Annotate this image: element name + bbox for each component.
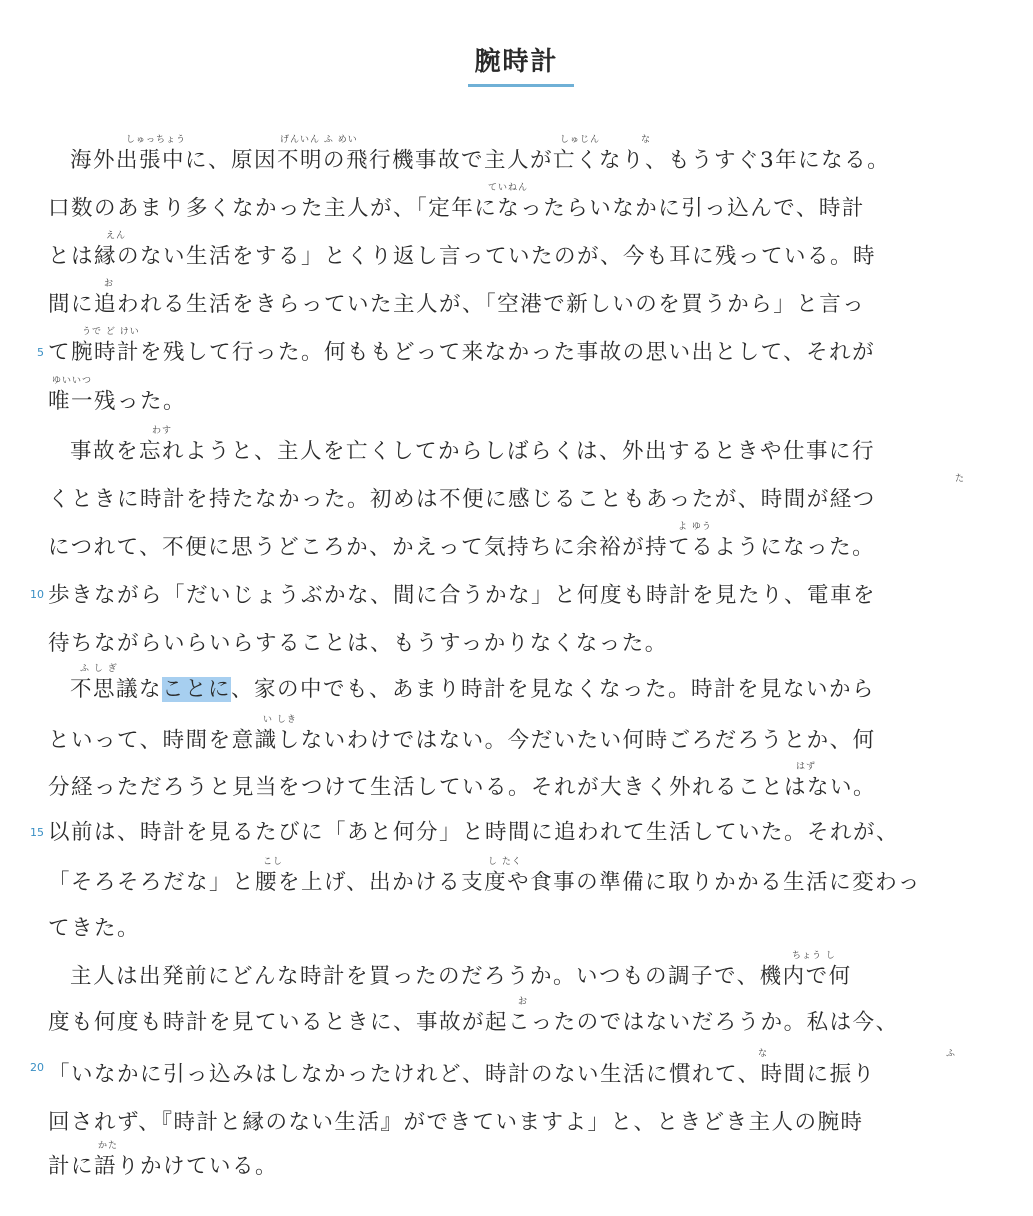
line-number: 15 — [30, 826, 44, 839]
text-line: 回されず、『時計と縁のない生活』ができていますよ」と、ときどき主人の腕時 — [48, 1110, 864, 1135]
furigana: ちょう し — [792, 951, 836, 961]
text-line: 待ちながらいらいらすることは、もうすっかりなくなった。 — [48, 631, 668, 656]
text-segment: 、家の中でも、あまり時計を見なくなった。時計を見ないから — [231, 677, 876, 702]
text-line: くときに時計を持たなかった。初めは不便に感じることもあったが、時間が経つ — [48, 487, 876, 512]
text-line: 口数のあまり多くなかった主人が、「定年になったらいなかに引っ込んで、時計 — [48, 196, 865, 221]
text-line: 以前は、時計を見るたびに「あと何分」と時間に追われて生活していた。それが、 — [48, 820, 900, 845]
furigana: よ ゆう — [678, 522, 712, 532]
furigana: うで ど けい — [82, 327, 140, 337]
furigana: ゆいいつ — [52, 376, 93, 386]
text-line: とは縁のない生活をする」とくり返し言っていたのが、今も耳に残っている。時 — [48, 244, 877, 269]
text-line: といって、時間を意識しないわけではない。今だいたい何時ごろだろうとか、何 — [48, 728, 876, 753]
text-line: 分経っただろうと見当をつけて生活している。それが大きく外れることはない。 — [48, 775, 877, 800]
furigana: お — [104, 279, 115, 289]
text-line: 海外出張中に、原因不明の飛行機事故で主人が亡くなり、もうすぐ3年になる。 — [70, 148, 891, 173]
line-number: 5 — [37, 346, 44, 359]
page-title: 腕時計 — [474, 47, 559, 77]
text-line: 「いなかに引っ込みはしなかったけれど、時計のない生活に慣れて、時間に振り — [48, 1062, 876, 1087]
text-line: 「そろそろだな」と腰を上げ、出かける支度や食事の準備に取りかかる生活に変わっ — [48, 870, 921, 895]
furigana: こし — [263, 857, 284, 867]
text-line-highlighted — [70, 675, 994, 705]
highlighted-phrase[interactable]: ことに — [162, 677, 232, 702]
line-number: 10 — [30, 588, 44, 601]
furigana: な — [641, 135, 652, 145]
text-line: てきた。 — [48, 916, 141, 941]
furigana: し たく — [488, 857, 522, 867]
text-line: 計に語りかけている。 — [48, 1154, 279, 1179]
furigana: ふ — [946, 1049, 957, 1059]
text-line: につれて、不便に思うどころか、かえって気持ちに余裕が持てるようになった。 — [48, 535, 876, 560]
furigana: げんいん ふ めい — [280, 135, 358, 145]
furigana: な — [758, 1049, 769, 1059]
furigana: かた — [98, 1141, 119, 1151]
furigana: しゅっちょう — [126, 135, 187, 145]
text-line: 歩きながら「だいじょうぶかな、間に合うかな」と何度も時計を見たり、電車を — [48, 583, 877, 608]
text-line: て腕時計を残して行った。何ももどって来なかった事故の思い出として、それが — [48, 340, 876, 365]
line-number: 20 — [30, 1061, 44, 1074]
furigana: た — [955, 474, 966, 484]
text-line: 度も何度も時計を見ているときに、事故が起こったのではないだろうか。私は今、 — [48, 1010, 899, 1035]
furigana: ふ し ぎ — [80, 664, 118, 674]
furigana: お — [518, 997, 529, 1007]
furigana: い しき — [263, 715, 297, 725]
furigana: しゅじん — [560, 135, 601, 145]
text-line: 事故を忘れようと、主人を亡くしてからしばらくは、外出するときや仕事に行 — [70, 439, 876, 464]
text-segment: 不思議な — [70, 677, 163, 702]
text-line: 間に追われる生活をきらっていた主人が、「空港で新しいのを買うから」と言っ — [48, 292, 866, 317]
furigana: えん — [106, 231, 127, 241]
furigana: はず — [796, 762, 817, 772]
furigana: わす — [152, 426, 173, 436]
text-line: 主人は出発前にどんな時計を買ったのだろうか。いつもの調子で、機内で何 — [70, 964, 852, 989]
furigana: ていねん — [488, 183, 529, 193]
text-line: 唯一残った。 — [48, 389, 187, 414]
